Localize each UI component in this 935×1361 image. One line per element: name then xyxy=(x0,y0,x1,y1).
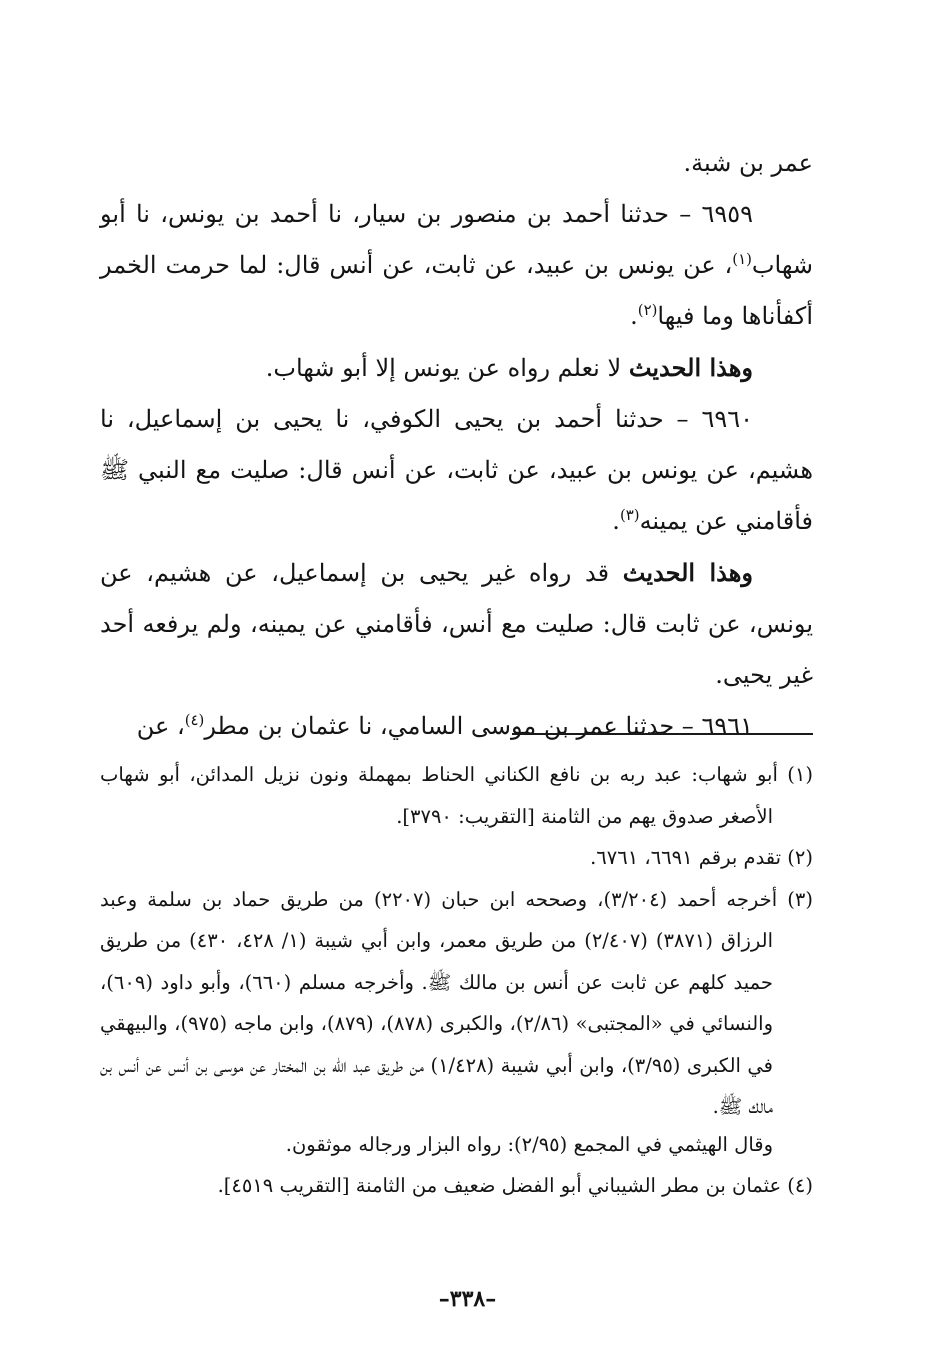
footnote-2: (٢) تقدم برقم ٦٦٩١، ٦٧٦١. xyxy=(590,846,813,869)
footnote-ref-4: (٤) xyxy=(184,711,205,729)
footnote-1: (١) أبو شهاب: عبد ربه بن نافع الكناني الحناط بمهملة ونون نزيل المدائن، أبو شهاب الأصغر صدوق يهم من الثامنة [التقريب: ٣٧٩٠]. xyxy=(100,763,813,828)
continuation-line: عمر بن شبة. xyxy=(683,149,813,177)
footnote-ref-2: (٢) xyxy=(637,301,658,319)
hadith-6960: ٦٩٦٠ – حدثنا أحمد بن يحيى الكوفي، نا يحيى بن إسماعيل، نا هشيم، عن يونس بن عبيد، عن ثابت، عن أنس قال: صليت مع النبي ﷺ فأقامني عن يمينه$^{(٣)}$. xyxy=(100,405,813,535)
footnote-separator xyxy=(512,733,813,735)
footnote-ref-3: (٣) xyxy=(619,506,640,524)
hadith-6959: ٦٩٥٩ – حدثنا أحمد بن منصور بن سيار، نا أحمد بن يونس، نا أبو شهاب$^{(١)}$، عن يونس بن عبيد، عن ثابت، عن أنس قال: لما حرمت الخمر أكفأناها وما فيها$^{(٢)}$. xyxy=(100,200,813,330)
main-text xyxy=(100,138,813,752)
hadith-6961: ٦٩٦١ – حدثنا عمر بن موسى السامي، نا عثمان بن مطر$^{(٤)}$، عن xyxy=(136,711,753,740)
page-number: –٣٣٨– xyxy=(438,1286,497,1312)
comment-6960: وهذا الحديث قد رواه غير يحيى بن إسماعيل، عن هشيم، عن يونس، عن ثابت قال: صليت مع أنس، فأقامني عن يمينه، ولم يرفعه أحد غير يحيى. xyxy=(100,558,813,689)
footnote-3: (٣) أخرجه أحمد (٣/٢٠٤)، وصححه ابن حبان (٢٢٠٧) من طريق حماد بن سلمة وعبد الرزاق (٣٨٧١) (٢/٤٠٧) من طريق معمر، وابن أبي شيبة (١/ ٤٢٨، ٤٣٠) من طريق حميد كلهم عن ثابت عن أنس بن مالك ﷺ. وأخرجه مسلم (٦٦٠)، وأبو داود (٦٠٩)، والنسائي في «المجتبى» (٢/٨٦)، والكبرى (٨٧٨)، (٨٧٩)، وابن ماجه (٩٧٥)، والبيهقي في الكبرى (٣/٩٥)، وابن أبي شيبة (١/٤٢٨) من طريق عبد الله بن المختار عن موسى بن أنس عن أنس بن مالك ﷺ. xyxy=(100,887,813,1118)
comment-6959: وهذا الحديث لا نعلم رواه عن يونس إلا أبو شهاب. xyxy=(265,353,753,382)
footnote-3-continued: وقال الهيثمي في المجمع (٢/٩٥): رواه البزار ورجاله موثقون. xyxy=(285,1132,773,1156)
footnote-ref-1: (١) xyxy=(732,250,752,268)
footnote-4: (٤) عثمان بن مطر الشيباني أبو الفضل ضعيف من الثامنة [التقريب ٤٥١٩]. xyxy=(217,1174,813,1197)
footnotes xyxy=(100,754,813,1207)
